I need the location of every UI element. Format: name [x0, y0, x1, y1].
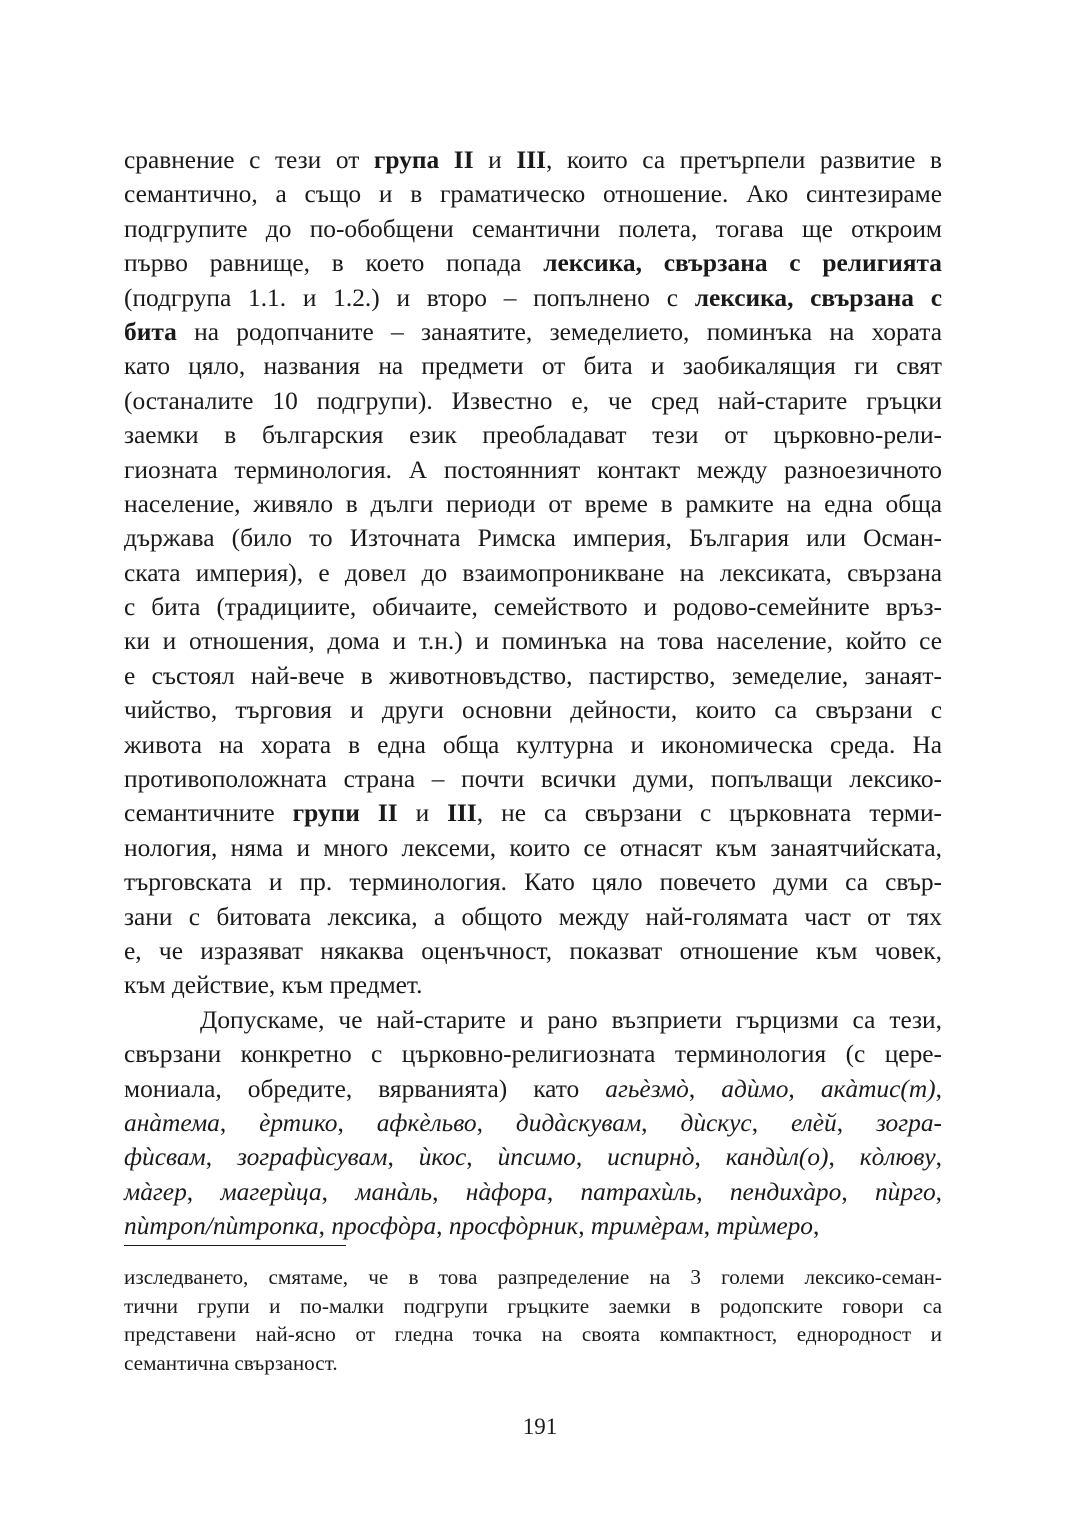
- text-run: ,: [935, 1143, 942, 1172]
- italic-word: адѝмо: [721, 1074, 789, 1103]
- bold-term: лексика, свързана с: [694, 283, 942, 312]
- italic-word: патрахѝль: [580, 1177, 697, 1206]
- text-line: [124, 934, 942, 968]
- text-run: ,: [828, 1143, 860, 1172]
- paragraph-2: [124, 1003, 942, 1244]
- text-run: ,: [836, 1108, 876, 1137]
- text-run: и: [473, 146, 517, 174]
- text-line: [124, 556, 942, 590]
- text-run: сравнение с тези от: [124, 146, 374, 174]
- text-run: ,: [432, 1177, 466, 1206]
- text-line: [124, 1037, 942, 1071]
- text-line: [124, 1209, 942, 1243]
- text-run: ,: [337, 1108, 377, 1137]
- text-run: към действие, към предмет.: [124, 971, 423, 1000]
- italic-word: манàль: [355, 1177, 433, 1206]
- text-run: семантично, а също и в граматическо отношение. Ако синтезираме: [124, 180, 942, 209]
- italic-word: трѝмеро: [716, 1212, 813, 1241]
- text-line: [124, 1003, 942, 1037]
- text-run: ,: [641, 1108, 681, 1137]
- main-text: [124, 143, 942, 1244]
- text-run: ,: [219, 1108, 260, 1137]
- italic-word: пендихàро: [729, 1177, 842, 1206]
- footnote-line: тични групи и по-малки подгрупи гръцките заемки в родопските говори са: [124, 1293, 942, 1318]
- text-line: [124, 968, 942, 1002]
- text-run: на родопчаните – занаятите, земеделието, поминъка на хората: [176, 317, 942, 346]
- italic-word: агьѐзмò: [605, 1074, 689, 1103]
- italic-word: елѐй: [791, 1108, 837, 1137]
- text-line: [124, 1072, 942, 1106]
- text-run: ската империя), е довел до взаимопроникване на лексиката, свързана: [124, 558, 942, 587]
- italic-word: афкѐльво: [376, 1108, 477, 1137]
- paragraph-1: [124, 143, 942, 1003]
- text-run: ,: [935, 1074, 942, 1103]
- text-line: [124, 728, 942, 762]
- text-run: ,: [751, 1108, 791, 1137]
- text-run: е, че изразяват някаква оценъчност, показват отношение към човек,: [124, 936, 942, 965]
- text-run: нология, няма и много лексеми, които се отнасят към занаятчийската,: [124, 833, 942, 862]
- text-line: [124, 693, 942, 727]
- text-run: ки и отношения, дома и т.н.) и поминъка на това население, който се: [124, 627, 942, 656]
- italic-word: дидàскувам: [515, 1108, 642, 1137]
- text-line: [124, 831, 942, 865]
- italic-word: просфòра: [331, 1212, 437, 1241]
- text-line: [124, 453, 942, 487]
- text-line: [124, 762, 942, 796]
- text-line: [124, 624, 942, 658]
- italic-word: пѝрго: [874, 1177, 936, 1206]
- text-line: [124, 1140, 942, 1174]
- italic-word: фѝсвам: [124, 1143, 206, 1172]
- text-run: семантичните: [124, 799, 293, 828]
- italic-word: ѝпсимо: [497, 1143, 576, 1172]
- text-run: живота на хората в една обща културна и икономическа среда. На: [124, 730, 942, 759]
- text-run: първо равнище, в което попада: [124, 249, 544, 278]
- text-run: ,: [186, 1177, 221, 1206]
- italic-word: кòлюву: [859, 1143, 936, 1172]
- footnote-separator: [124, 1245, 346, 1246]
- text-line: [124, 418, 942, 452]
- bold-term: III: [516, 146, 546, 174]
- text-run: търговската и пр. терминология. Като цяло повечето думи са свър-: [124, 868, 942, 897]
- italic-word: зографѝсувам: [237, 1143, 388, 1172]
- text-run: ,: [788, 1074, 821, 1103]
- text-run: ,: [696, 1177, 730, 1206]
- text-run: свързани конкретно с църковно-религиозната терминология (с цере-: [124, 1040, 942, 1069]
- text-line: [124, 487, 942, 521]
- text-run: ,: [476, 1108, 516, 1137]
- text-line: [124, 349, 942, 383]
- bold-term: групи II: [292, 799, 398, 828]
- text-line: [124, 1106, 942, 1140]
- italic-word: дѝскус: [680, 1108, 752, 1137]
- bold-term: бита: [124, 317, 177, 346]
- italic-word: зогра-: [875, 1108, 943, 1137]
- text-line: [124, 865, 942, 899]
- text-line: [124, 177, 942, 211]
- text-line: [124, 796, 942, 830]
- text-run: ,: [841, 1177, 875, 1206]
- text-line: [124, 212, 942, 246]
- text-run: чийство, търговия и други основни дейности, които са свързани с: [124, 696, 942, 725]
- italic-word: пѝтроп/пѝтропка: [124, 1212, 319, 1241]
- text-run: , не са свързани с църковната терми-: [476, 799, 942, 828]
- text-run: ,: [578, 1212, 591, 1241]
- italic-word: просфòрник: [448, 1212, 579, 1241]
- italic-word: ѝкос: [418, 1143, 467, 1172]
- text-line: [124, 659, 942, 693]
- italic-word: нàфора: [465, 1177, 547, 1206]
- page-number: 191: [522, 1414, 558, 1439]
- text-run: гиозната терминология. А постоянният контакт между разноезичното: [124, 455, 942, 484]
- text-run: зани с битовата лексика, а общото между най-голямата част от тях: [124, 902, 942, 931]
- text-run: мониала, обредите, вярванията) като: [124, 1074, 606, 1103]
- footnote-line: семантична свързаност.: [124, 1350, 338, 1375]
- italic-word: ѐртико: [259, 1108, 338, 1137]
- text-run: ,: [436, 1212, 449, 1241]
- text-run: с бита (традициите, обичаите, семейството и родово-семейните връз-: [124, 593, 942, 622]
- text-line: [124, 281, 942, 315]
- text-run: (останалите 10 подгрупи). Известно е, че сред най-старите гръцки: [124, 386, 942, 415]
- text-run: ,: [812, 1212, 820, 1241]
- italic-word: магерѝца: [220, 1177, 322, 1206]
- text-run: Допускаме, че най-старите и рано възприети гърцизми са тези,: [200, 1005, 942, 1034]
- bold-term: група II: [373, 146, 474, 174]
- footnote-line: изследването, смятаме, че в това разпределение на 3 големи лексико-семан-: [124, 1265, 942, 1289]
- footnote-line: представени най-ясно от гледна точка на своята компактност, еднородност и: [124, 1322, 942, 1347]
- text-run: ,: [205, 1143, 238, 1172]
- italic-word: испирнò: [607, 1143, 695, 1172]
- text-run: ,: [466, 1143, 498, 1172]
- text-run: ,: [694, 1143, 726, 1172]
- text-run: противоположната страна – почти всички думи, попълващи лексико-: [124, 765, 942, 794]
- text-run: ,: [935, 1177, 943, 1206]
- text-line: [124, 1175, 942, 1209]
- italic-word: анàтема: [124, 1108, 220, 1137]
- text-line: [124, 384, 942, 418]
- text-run: ,: [688, 1074, 722, 1103]
- text-run: ,: [703, 1212, 717, 1241]
- text-run: ,: [575, 1143, 608, 1172]
- bold-term: III: [447, 799, 477, 828]
- text-run: , които са претърпели развитие в: [546, 146, 943, 174]
- text-line: [124, 900, 942, 934]
- text-line: [124, 590, 942, 624]
- text-run: ,: [321, 1177, 356, 1206]
- text-run: население, живяло в дълги периоди от време в рамките на една обща: [124, 489, 942, 518]
- text-run: (подгрупа 1.1. и 1.2.) и второ – попълнено с: [124, 283, 695, 312]
- bold-term: лексика, свързана с религията: [543, 249, 942, 278]
- text-run: ,: [546, 1177, 581, 1206]
- text-run: ,: [387, 1143, 419, 1172]
- text-run: като цяло, названия на предмети от бита и заобикалящия ги свят: [124, 352, 942, 381]
- text-line: [124, 521, 942, 555]
- footnote: [124, 1263, 942, 1377]
- text-line: [124, 315, 942, 349]
- italic-word: кандѝл(о): [725, 1143, 829, 1172]
- text-run: и: [397, 799, 448, 828]
- text-run: държава (било то Източната Римска империя, България или Осман-: [124, 524, 942, 553]
- italic-word: тримѐрам: [590, 1212, 704, 1241]
- text-line: [124, 143, 942, 177]
- text-run: заемки в българския език преобладават тези от църковно-рели-: [124, 421, 942, 450]
- text-run: подгрупите до по-обобщени семантични полета, тогава ще откроим: [124, 214, 942, 243]
- text-run: е състоял най-вече в животновъдство, пастирство, земеделие, занаят-: [124, 661, 942, 690]
- text-line: [124, 246, 942, 280]
- text-run: ,: [318, 1212, 332, 1241]
- italic-word: мàгер: [124, 1177, 187, 1206]
- italic-word: акàтис(т): [820, 1074, 936, 1103]
